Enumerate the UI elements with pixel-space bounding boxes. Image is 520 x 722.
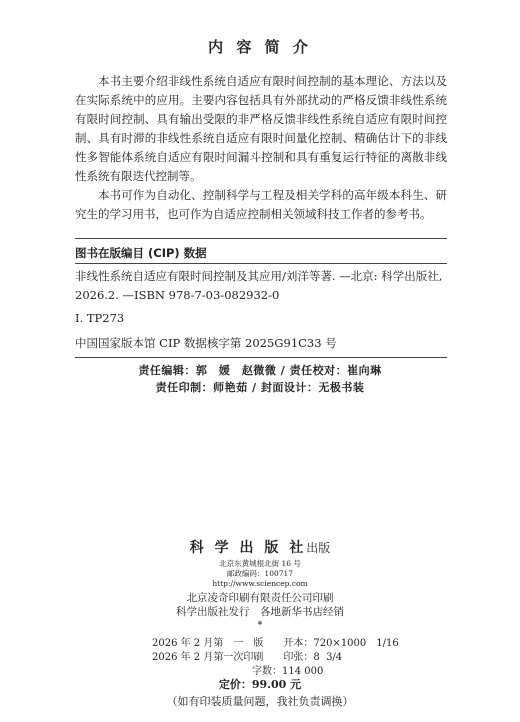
quality-notice: （如有印装质量问题，我社负责调换） xyxy=(166,695,354,708)
content-summary xyxy=(75,72,447,224)
publisher-logo-text: 科 学 出 版 社 xyxy=(189,540,307,556)
publisher-suffix: 出版 xyxy=(306,541,331,555)
divider-top xyxy=(75,238,447,239)
separator-star: * xyxy=(257,620,263,631)
page-title: 内 容 简 介 xyxy=(208,38,312,56)
distribution-info: 科学出版社发行 各地新华书店经销 xyxy=(176,606,344,618)
word-count: 字数：114 000 xyxy=(152,666,324,677)
divider-bottom xyxy=(75,357,447,358)
cip-heading: 图书在版编目 (CIP) 数据 xyxy=(75,246,207,260)
price: 定价：99.00 元 xyxy=(218,678,302,691)
summary-paragraph-1: 本书主要介绍非线性系统自适应有限时间控制的基本理论、方法以及在实际系统中的应用。主要内容包括具有外部扰动的严格反馈非线性系统有限时间控制、具有输出受限的非严格反馈非线性系统自适应有限时间控制、具有时滞的非线性系统自适应有限时间量化控制、精确估计下的非线性多智能体系统自适应有限时间漏斗控制和具有重复运行特征的离散非线性系统有限迭代控制等。 xyxy=(75,74,447,183)
printing-sheets: 2026 年 2 月第一次印刷 印张：8 3/4 xyxy=(152,652,343,663)
credits-editors: 责任编辑：郭 媛 赵微微 / 责任校对：崔向琳 xyxy=(138,364,382,377)
publisher-name xyxy=(0,537,520,557)
divider-cip xyxy=(75,263,447,264)
publisher-url: http://www.sciencep.com xyxy=(212,579,308,588)
publisher-postcode: 邮政编码：100717 xyxy=(226,569,294,578)
credits-production: 责任印制：师艳茹 / 封面设计：无极书装 xyxy=(155,381,365,394)
cip-entry: 非线性系统自适应有限时间控制及其应用/刘洋等著. —北京: 科学出版社, 2026.2. —ISBN 978-7-03-082932-0 xyxy=(75,269,443,302)
publisher-address: 北京东黄城根北街 16 号 xyxy=(219,559,301,568)
edition-format: 2026 年 2 月第 一 版 开本：720×1000 1/16 xyxy=(152,638,399,649)
summary-paragraph-2: 本书可作为自动化、控制科学与工程及相关学科的高年级本科生、研究生的学习用书，也可作为自适应控制相关领域科技工作者的参考书。 xyxy=(75,188,447,221)
printer-info: 北京凌奇印刷有限责任公司印刷 xyxy=(186,592,334,604)
cip-classification: Ⅰ. TP273 xyxy=(75,311,125,325)
cip-record-number: 中国国家版本馆 CIP 数据核字第 2025G91C33 号 xyxy=(75,336,337,350)
